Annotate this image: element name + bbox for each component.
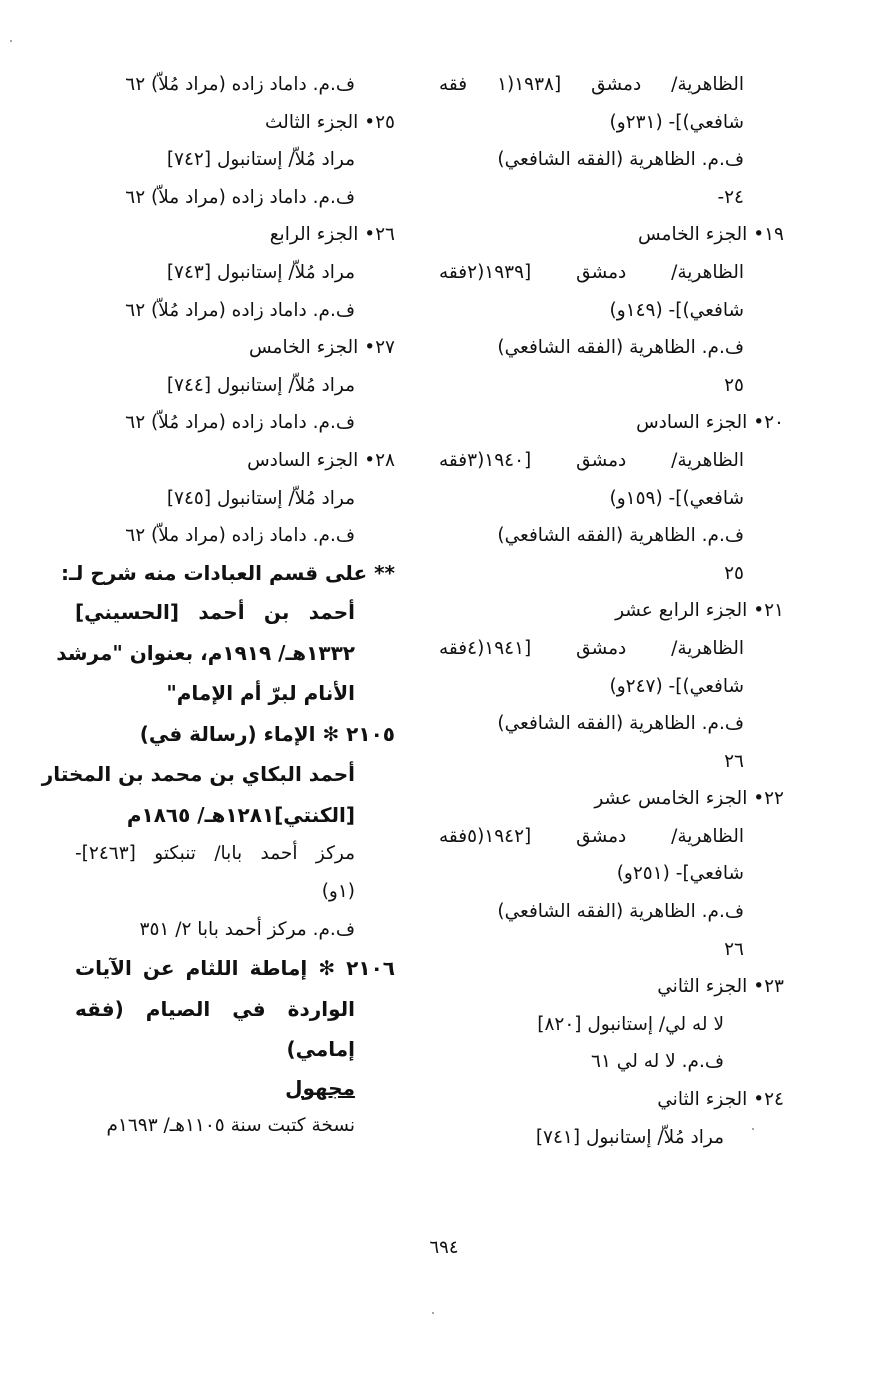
title-line: الواردة في الصيام (فقه	[75, 996, 355, 1021]
text-line: ف.م. الظاهرية (الفقه الشافعي)	[497, 149, 744, 171]
entry-heading: ٢٣• الجزء الثاني	[657, 976, 784, 998]
entry-heading: ٢١• الجزء الرابع عشر	[615, 600, 784, 622]
text-line: الظاهرية/ دمشق [١٩٤٠(٣فقه	[439, 449, 744, 471]
text-line: ف.م. داماد زاده (مراد ملاّ) ٦٢	[125, 525, 355, 547]
text-line: ف.م. داماد زاده (مراد مُلاّ) ٦٢	[125, 299, 355, 321]
text-line: ف.م. الظاهرية (الفقه الشافعي)	[497, 901, 744, 923]
text-line: نسخة كتبت سنة ١١٠٥هـ/ ١٦٩٣م	[106, 1115, 355, 1137]
text-line: ٢٥	[724, 562, 744, 584]
text-line: لا له لي/ إستانبول [٨٢٠]	[537, 1013, 724, 1035]
page-number: ٦٩٤	[429, 1237, 459, 1258]
author-line: [الكنتي]١٢٨١هـ/ ١٨٦٥م	[126, 802, 355, 827]
scan-speck	[752, 1128, 754, 1130]
title-line: إمامي)	[286, 1037, 355, 1062]
scan-speck	[10, 40, 12, 42]
text-line: ف.م. الظاهرية (الفقه الشافعي)	[497, 525, 744, 547]
entry-heading: ٢٨• الجزء السادس	[247, 449, 395, 471]
entry-heading: ٢٠• الجزء السادس	[636, 412, 784, 434]
text-line: ٢٥	[724, 374, 744, 396]
author-line: أحمد البكاي بن محمد بن المختار	[41, 762, 355, 787]
text-line: الظاهرية/ دمشق [١٩٤٢(٥فقه	[439, 825, 744, 847]
text-line: ف.م. الظاهرية (الفقه الشافعي)	[497, 713, 744, 735]
text-line: ف.م. داماد زاده (مراد مُلاّ) ٦٢	[125, 74, 355, 95]
right-column	[439, 66, 784, 1156]
text-line: مراد مُلاّ/ إستانبول [٧٤٣]	[166, 261, 355, 283]
entry-heading: ٢٤• الجزء الثاني	[657, 1089, 784, 1111]
text-line: الظاهرية/ دمشق [١٩٤١(٤فقه	[439, 637, 744, 659]
entry-heading: ٢٢• الجزء الخامس عشر	[594, 788, 784, 810]
text-line: مراد مُلاّ/ إستانبول [٧٤٥]	[166, 487, 355, 509]
entry-heading: ٢٥• الجزء الثالث	[265, 111, 395, 133]
text-line: ف.م. داماد زاده (مراد ملاّ) ٦٢	[125, 186, 355, 208]
text-line: مركز أحمد بابا/ تنبكتو [٢٤٦٣]-	[75, 843, 355, 865]
left-column	[41, 66, 395, 1145]
text-line: شافعي)]- (١٥٩و)	[609, 487, 744, 509]
text-line: ٢٤-	[717, 186, 744, 208]
entry-title: ٢١٠٦ ✻ إماطة اللثام عن الآيات	[75, 956, 395, 981]
text-line: شافعي)]- (٢٣١و)	[609, 111, 744, 133]
author-line: أحمد بن أحمد [الحسيني]	[75, 600, 355, 625]
text-line: مراد مُلاّ/ إستانبول [٧٤٤]	[166, 374, 355, 396]
author-unknown: مجهول	[285, 1075, 355, 1100]
entry-heading: ١٩• الجزء الخامس	[637, 224, 784, 246]
text-line: الظاهرية/ دمشق [١٩٣٨(١ فقه	[439, 74, 744, 95]
text-line: مراد مُلاّ/ إستانبول [٧٤٢]	[166, 149, 355, 171]
author-line: ١٣٣٢هـ/ ١٩١٩م، بعنوان "مرشد	[56, 640, 355, 665]
text-line: (١و)	[321, 880, 355, 902]
entry-heading: ٢٦• الجزء الرابع	[269, 224, 395, 246]
text-line: شافعي)]- (٢٤٧و)	[609, 675, 744, 697]
text-line: الظاهرية/ دمشق [١٩٣٩(٢فقه	[439, 261, 744, 283]
entry-heading: ٢٧• الجزء الخامس	[248, 337, 395, 359]
text-line: شافعي]- (٢٥١و)	[616, 863, 744, 885]
scan-speck	[432, 1312, 434, 1314]
commentary-heading: ** على قسم العبادات منه شرح لـ:	[61, 560, 395, 585]
text-line: ٢٦	[724, 938, 744, 960]
text-line: ٢٦	[724, 750, 744, 772]
title-line: الأنام لبرّ أم الإمام"	[166, 681, 355, 706]
text-line: ف.م. مركز أحمد بابا ٢/ ٣٥١	[139, 918, 355, 940]
entry-title: ٢١٠٥ ✻ الإماء (رسالة في)	[139, 721, 395, 746]
text-line: شافعي)]- (١٤٩و)	[609, 299, 744, 321]
text-line: ف.م. داماد زاده (مراد مُلاّ) ٦٢	[125, 412, 355, 434]
text-line: ف.م. لا له لي ٦١	[591, 1051, 724, 1073]
text-line: مراد مُلاّ/ إستانبول [٧٤١]	[535, 1126, 724, 1148]
text-line: ف.م. الظاهرية (الفقه الشافعي)	[497, 337, 744, 359]
